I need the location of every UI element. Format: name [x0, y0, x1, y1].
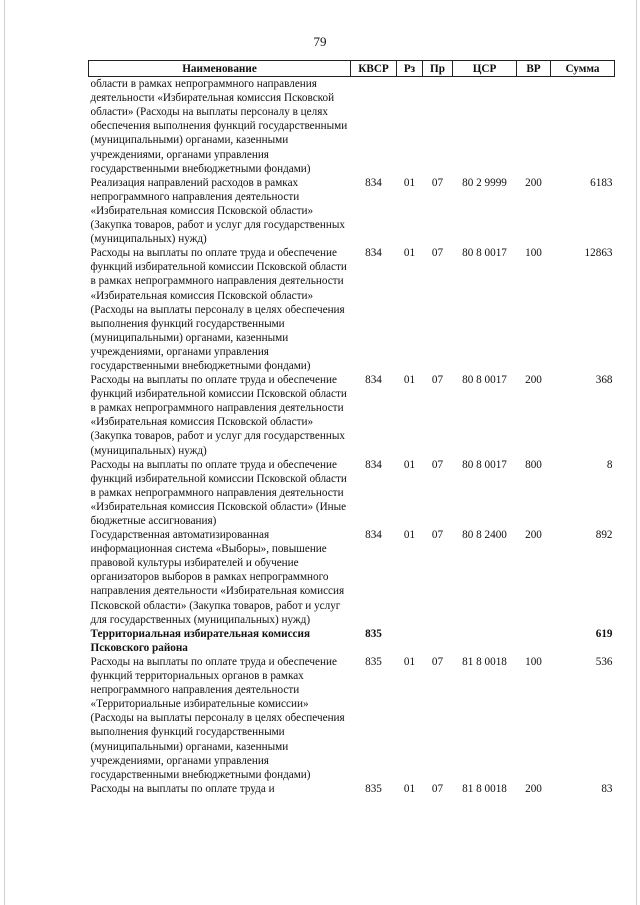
header-csr: ЦСР — [453, 61, 517, 77]
row-pr — [423, 627, 453, 655]
row-pr: 07 — [431, 176, 444, 189]
row-kvsr: 834 — [365, 176, 382, 189]
row-rz: 01 — [403, 529, 416, 542]
row-sum: 12863 — [584, 247, 613, 260]
row-pr: 07 — [431, 458, 444, 471]
row-vr: 800 — [525, 458, 542, 471]
row-rz: 01 — [403, 458, 416, 471]
row-vr — [517, 627, 551, 655]
row-sum: 892 — [595, 529, 613, 542]
row-rz: 01 — [403, 655, 416, 668]
budget-table — [88, 60, 615, 796]
header-name: Наименование — [89, 61, 351, 77]
row-name: Территориальная избирательная комиссия Псковского района — [90, 627, 310, 654]
row-csr: 80 2 9999 — [462, 176, 507, 189]
row-rz — [397, 77, 423, 176]
row-rz: 01 — [403, 176, 416, 189]
row-sum: 536 — [595, 655, 613, 668]
row-sum: 83 — [601, 782, 613, 795]
scan-edge-left — [4, 0, 5, 905]
table-row — [89, 77, 615, 176]
row-csr: 81 8 0018 — [462, 782, 507, 795]
row-pr: 07 — [431, 655, 444, 668]
row-kvsr: 835 — [365, 782, 382, 795]
table-row — [89, 528, 615, 627]
row-vr: 100 — [525, 247, 542, 260]
row-pr: 07 — [431, 374, 444, 387]
table-row-section-heading — [89, 627, 615, 655]
row-vr: 200 — [525, 782, 542, 795]
scan-edge-right — [636, 0, 637, 905]
row-kvsr — [351, 77, 397, 176]
table-row — [89, 246, 615, 373]
row-name: Расходы на выплаты по оплате труда и обеспечение функций избирательной комиссии Псковской области в рамках непрограммного направления деятельности «Избирательная комиссия Псковской области» (Иные бюджетные ассигнования) — [90, 458, 347, 527]
header-vr: ВР — [517, 61, 551, 77]
table-row — [89, 655, 615, 782]
row-pr: 07 — [431, 529, 444, 542]
row-pr: 07 — [431, 782, 444, 795]
row-kvsr: 834 — [365, 247, 382, 260]
row-sum: 368 — [595, 374, 613, 387]
row-kvsr: 834 — [365, 458, 382, 471]
row-pr — [423, 77, 453, 176]
row-name: Государственная автоматизированная информационная система «Выборы», повышение правовой культуры избирателей и обучение организаторов выборов в рамках непрограммного направления деятельности «Избирательная комиссия Псковской области» (Закупка товаров, работ и услуг для государственных (муниципальных) нужд) — [90, 529, 345, 626]
row-csr — [453, 627, 517, 655]
row-name: Расходы на выплаты по оплате труда и — [90, 782, 275, 795]
row-sum — [551, 77, 615, 176]
header-rz: Рз — [397, 61, 423, 77]
row-rz: 01 — [403, 247, 416, 260]
row-csr — [453, 77, 517, 176]
row-pr: 07 — [431, 247, 444, 260]
row-name: области в рамках непрограммного направления деятельности «Избирательная комиссия Псковской области» (Расходы на выплаты персоналу в целях обеспечения выполнения функций государственными (муниципальными) органами, казенными учреждениями, органами управления государственными внебюджетными фондами) — [90, 78, 348, 175]
row-vr: 200 — [525, 529, 542, 542]
row-vr: 200 — [525, 176, 542, 189]
row-sum: 6183 — [590, 176, 613, 189]
row-vr — [517, 77, 551, 176]
header-sum: Сумма — [551, 61, 615, 77]
row-sum: 619 — [595, 627, 613, 640]
row-rz: 01 — [403, 374, 416, 387]
row-csr: 80 8 0017 — [462, 458, 507, 471]
row-rz — [397, 627, 423, 655]
row-kvsr: 835 — [365, 655, 382, 668]
row-kvsr: 835 — [365, 627, 382, 640]
row-csr: 80 8 0017 — [462, 374, 507, 387]
row-name: Расходы на выплаты по оплате труда и обеспечение функций избирательной комиссии Псковской области в рамках непрограммного направления деятельности «Избирательная комиссия Псковской области» (Закупка товаров, работ и услуг для государственных (муниципальных) нужд) — [90, 374, 347, 457]
row-csr: 80 8 2400 — [462, 529, 507, 542]
row-kvsr: 834 — [365, 374, 382, 387]
table-row — [89, 458, 615, 528]
row-name: Реализация направлений расходов в рамках непрограммного направления деятельности «Избирательная комиссия Псковской области» (Закупка товаров, работ и услуг для государственных (муниципальных) нужд) — [90, 176, 345, 246]
table-row — [89, 782, 615, 796]
row-vr: 200 — [525, 374, 542, 387]
header-pr: Пр — [423, 61, 453, 77]
table-row — [89, 176, 615, 246]
row-vr: 100 — [525, 655, 542, 668]
table-row — [89, 373, 615, 458]
row-csr: 80 8 0017 — [462, 247, 507, 260]
table-header-row — [89, 61, 615, 77]
row-sum: 8 — [606, 458, 613, 471]
row-csr: 81 8 0018 — [462, 655, 507, 668]
row-name: Расходы на выплаты по оплате труда и обеспечение функций избирательной комиссии Псковской области в рамках непрограммного направления деятельности «Избирательная комиссия Псковской области» (Расходы на выплаты персоналу в целях обеспечения выполнения функций государственными (муниципальными) органами, казенными учреждениями, органами управления государственными внебюджетными фондами) — [90, 247, 347, 372]
page-number: 79 — [313, 34, 327, 49]
header-kvsr: КВСР — [351, 61, 397, 77]
row-name: Расходы на выплаты по оплате труда и обеспечение функций территориальных органов в рамках непрограммного направления деятельности «Территориальные избирательные комиссии» (Расходы на выплаты персоналу в целях обеспечения выполнения функций государственными (муниципальными) органами, казенными учреждениями, органами управления государственными внебюджетными фондами) — [90, 655, 345, 781]
row-kvsr: 834 — [365, 529, 382, 542]
row-rz: 01 — [403, 782, 416, 795]
